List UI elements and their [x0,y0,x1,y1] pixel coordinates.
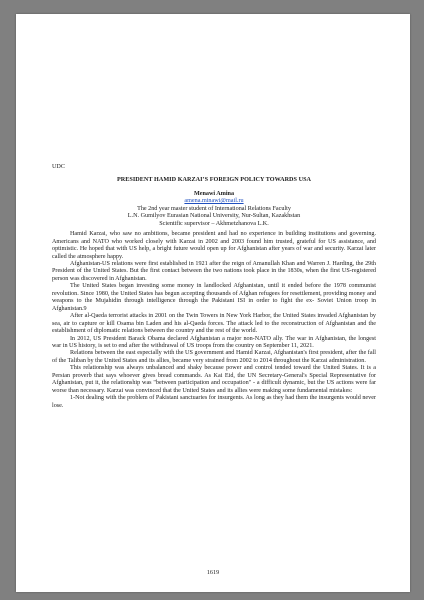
paragraph-3: The United States began investing some money in landlocked Afghanistan, until it ended before the 1978 communist revolution. Since 1980, the United States has begun accepting thousands of Afghan refugees for resettlement, providing money and weapons to the Mujahidin through intelligence through the Pakistani ISI in order to fight the ex- Soviet Union troop in Afghanistan.9 [52,283,376,312]
udc-label: UDC [52,164,65,170]
scientific-supervisor: Scientific supervisor – Akhmetzhanova L.K. [159,220,269,227]
paragraph-8: 1-Not dealing with the problem of Pakistani sanctuaries for insurgents. As long as they had them the insurgents would never lose. [52,395,376,409]
paragraph-2: Afghanistan-US relations were first established in 1921 after the reign of Amanullah Khan and Warren J. Harding, the 29th President of the United States. But the first contact between the two nations took place in the 1830s, when the first US-registered person was discovered in Afghanistan. [52,260,376,282]
author-university: L.N. Gumilyov Eurasian National University, Nur-Sultan, Kazakhstan [127,213,301,220]
paragraph-4: After al-Qaeda terrorist attacks in 2001 on the Twin Towers in New York Harbor, the United States invaded Afghanistan by sea, air to capture or kill Osama bin Laden and his al-Qaeda forces. The attack led to the reconstruction of Afghanistan and the establishment of diplomatic relations between the country and the rest of the world. [52,313,376,335]
paragraph-7: This relationship was always unbalanced and shaky because power and control tended toward the United States. It is a Persian proverb that says whoever gives bread commands. As Kai Eid, the UN Secretary-General's Special Representative for Afghanistan, put it, the relationship was "between participation and occupation" - a difficult dynamic, but the US actions were far worse than necessary. Karzai was convinced that the United States and its allies were making some fundamental mistakes: [52,365,376,394]
author-email-link[interactable]: amena.minawi@mail.ru [184,198,244,205]
author-email-line [52,198,376,205]
paragraph-5: In 2012, US President Barack Obama declared Afghanistan a major non-NATO ally. The war in Afghanistan, the longest war in US history, is set to end after the withdrawal of US troops from the country on September 11, 2021. [52,335,376,349]
author-name: Menawi Amina [193,190,235,197]
author-position: The 2nd year master student of International Relations Faculty [137,205,291,212]
article-content [52,164,376,410]
page-number: 1619 [206,570,220,576]
paragraph-6: Relations between the east especially with the US government and Hamid Karzai, Afghanistan's first president, after the fall of the Taliban by the United States and its allies, became very strained from 2002 to 2014 throughout the Karzai administration. [52,350,376,364]
article-title: PRESIDENT HAMID KARZAI’S FOREIGN POLICY TOWARDS USA [116,177,312,184]
paragraph-1: Hamid Karzai, who saw no ambitions, became president and had no experience in building institutions and governing. Americans and NATO who worked closely with Karzai in 2002 and 2003 found him trusted, grateful for US assistance, and optimistic. He hoped that with US help, a bright future would open up for Afghanistan after years of war and security. Karzai later called the atmosphere happy. [52,231,376,260]
document-page [16,14,410,592]
